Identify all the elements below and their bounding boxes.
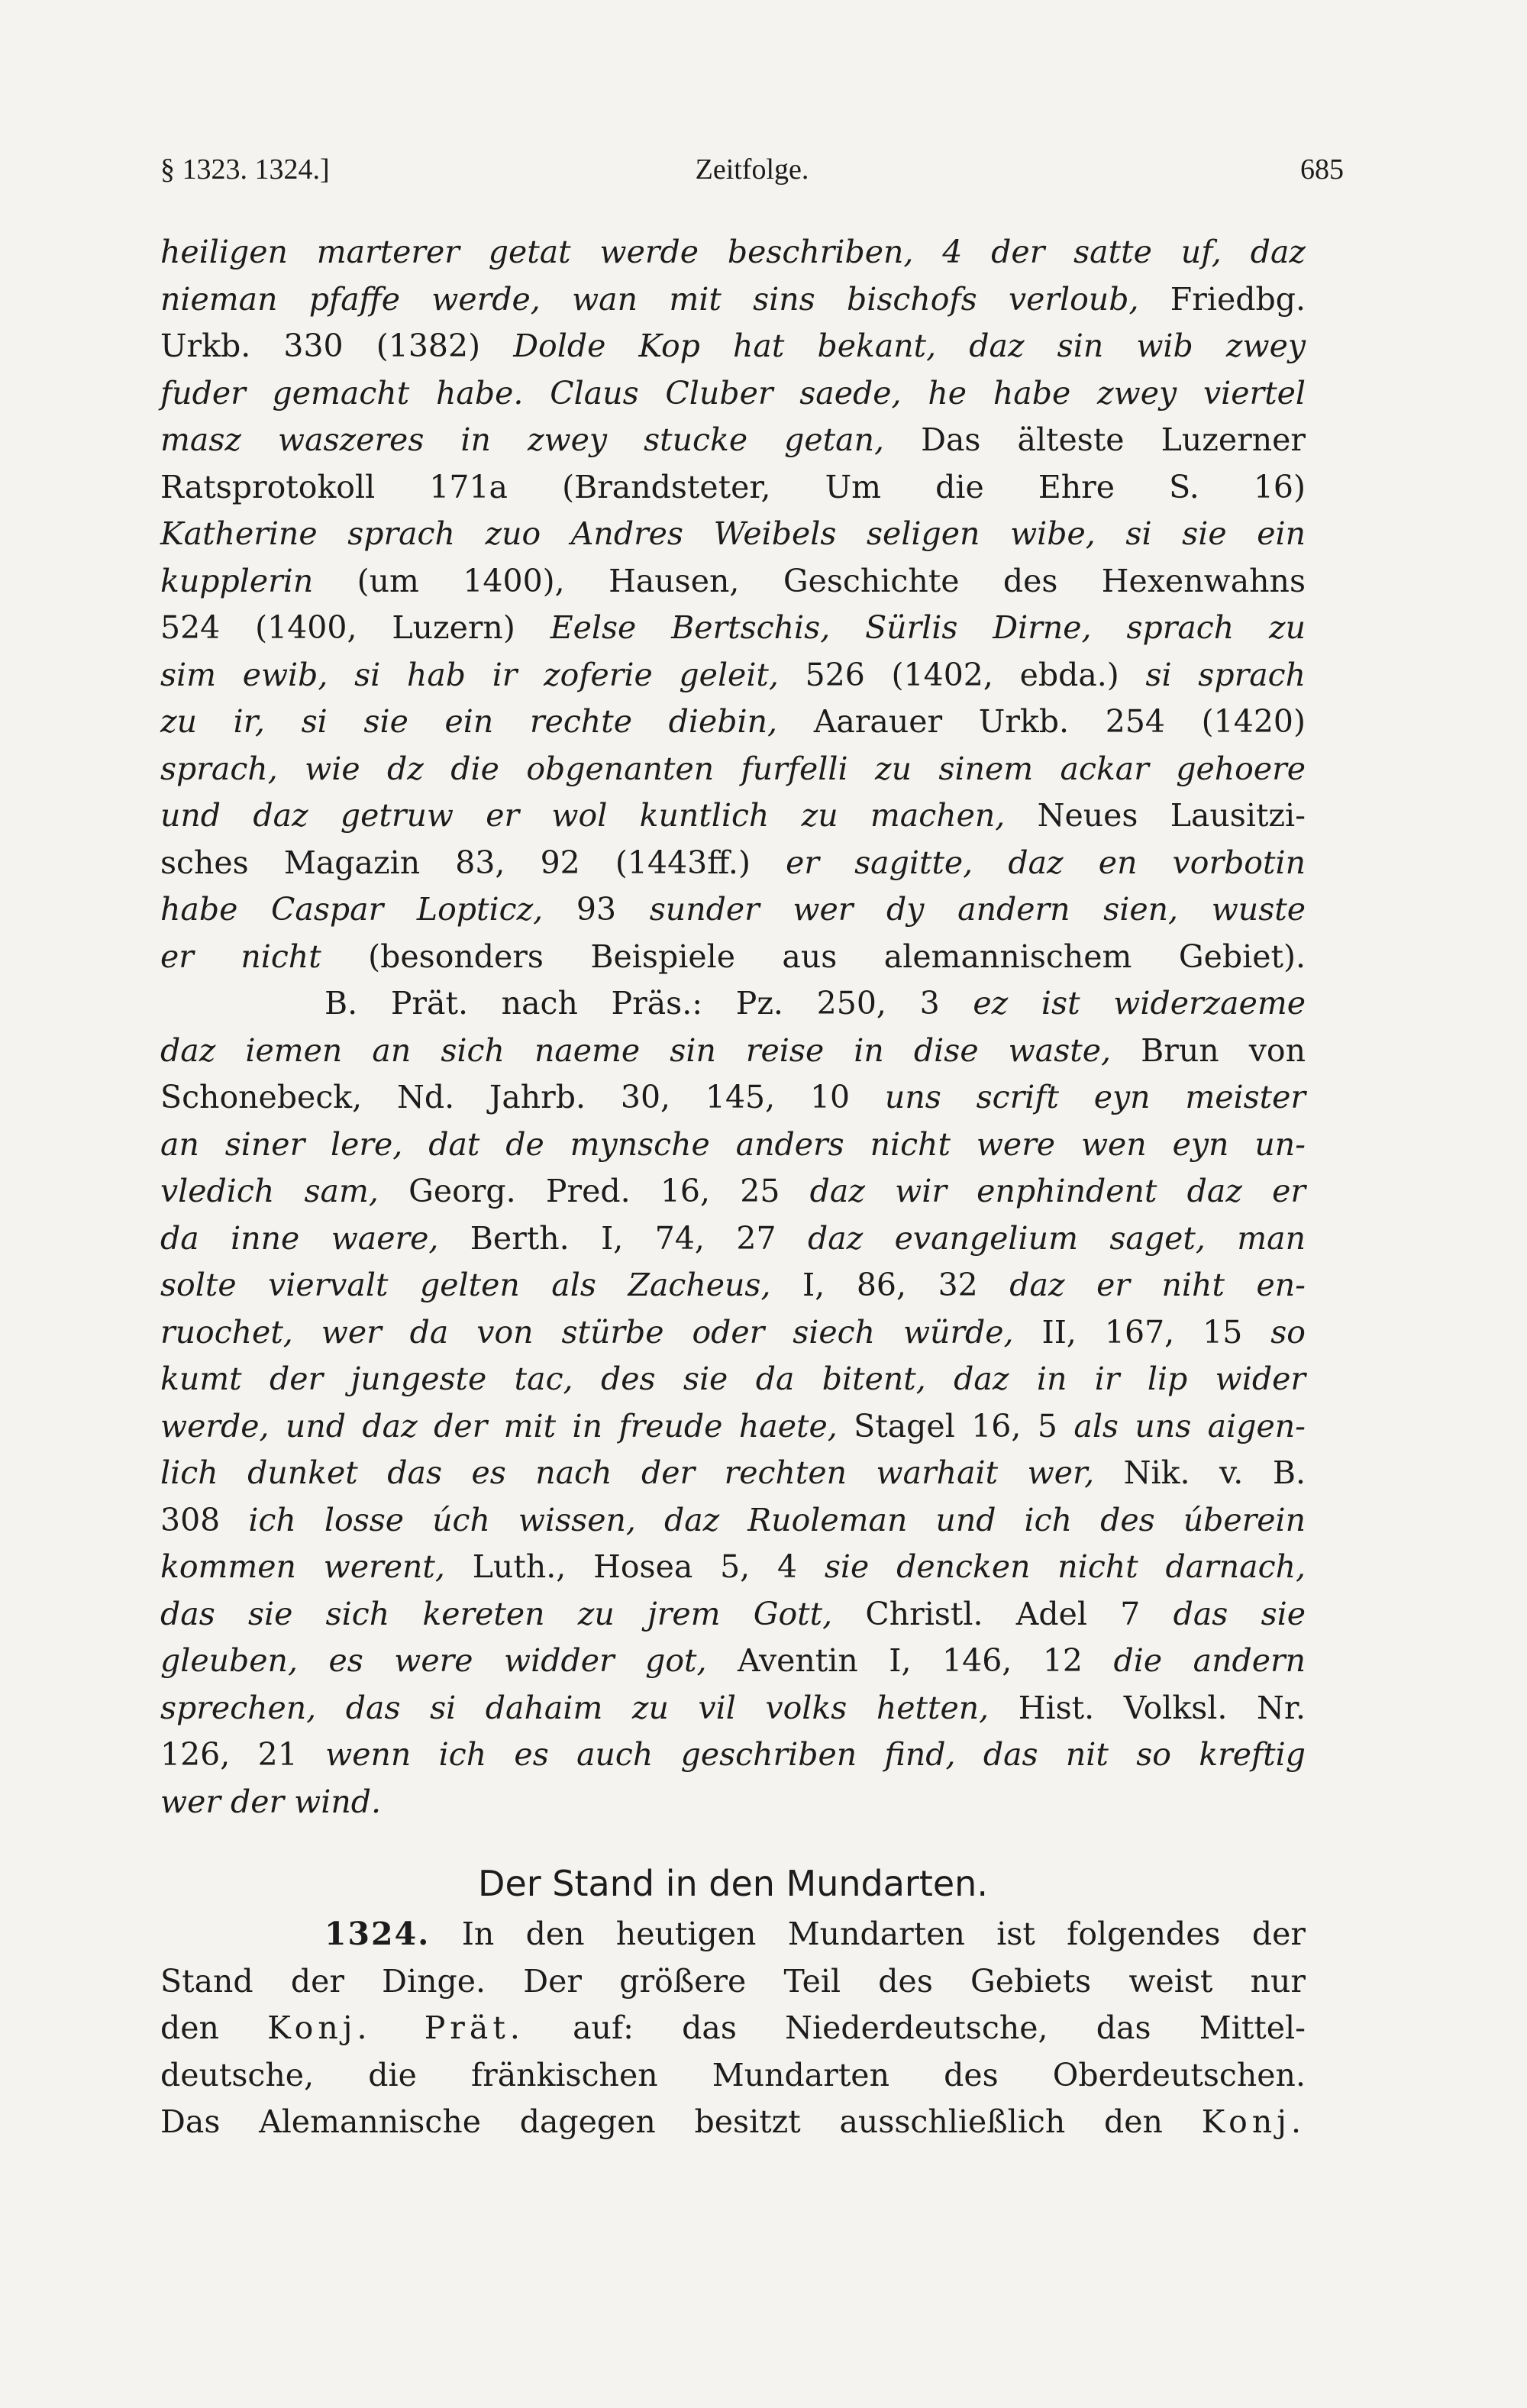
text-line bbox=[160, 229, 1306, 276]
quote: sunder wer dy andern sien, wuste bbox=[649, 891, 1306, 928]
text-line bbox=[160, 464, 1306, 512]
quote: daz evangelium saget, man bbox=[807, 1219, 1306, 1257]
quote: sprach, wie dz die obgenanten furfelli zu sinem ackar gehoere bbox=[160, 750, 1306, 787]
text-line bbox=[160, 1732, 1306, 1779]
running-header bbox=[160, 153, 1344, 199]
text-line bbox=[160, 511, 1306, 558]
quote: sie dencken nicht darnach, bbox=[824, 1548, 1306, 1585]
para-text: auf: das Niederdeutsche, das Mittel- bbox=[524, 2009, 1306, 2046]
text-line bbox=[160, 1450, 1306, 1497]
paragraph-1324-line bbox=[160, 2005, 1306, 2052]
citation: Ratsprotokoll 171a (Brandsteter, Um die Ehre S. 16) bbox=[160, 468, 1306, 505]
citation: Hist. Volksl. Nr. bbox=[989, 1689, 1306, 1726]
quote: Eelse Bertschis, Sürlis Dirne, sprach zu bbox=[550, 609, 1306, 646]
quote: werde, und daz der mit in freude haete, bbox=[160, 1407, 838, 1444]
text-line bbox=[160, 1356, 1306, 1403]
text-line bbox=[160, 934, 1306, 981]
quote: wenn ich es auch geschriben find, das nit so kreftig bbox=[325, 1736, 1306, 1773]
citation: 308 bbox=[160, 1501, 249, 1538]
text-line bbox=[160, 1403, 1306, 1451]
quote: sim ewib, si hab ir zoferie geleit, bbox=[160, 656, 779, 693]
quote: kommen werent, bbox=[160, 1548, 445, 1585]
text-line bbox=[160, 1309, 1306, 1357]
quote: heiligen marterer getat werde beschriben, 4 der satte uf, daz bbox=[160, 234, 1306, 270]
citation: Neues Lausitzi- bbox=[1005, 797, 1306, 834]
citation: (besonders Beispiele aus alemannischem Gebiet). bbox=[321, 938, 1306, 975]
text-line bbox=[160, 980, 1306, 1028]
text-line bbox=[160, 1215, 1306, 1263]
quote: gleuben, es were widder got, bbox=[160, 1642, 707, 1679]
citation: Georg. Pred. 16, 25 bbox=[378, 1173, 810, 1209]
citation: Das älteste Luzerner bbox=[884, 421, 1306, 458]
quote: da inne waere, bbox=[160, 1219, 439, 1257]
citation: Luth., Hosea 5, 4 bbox=[444, 1548, 825, 1585]
quote: ruochet, wer da von stürbe oder siech würde, bbox=[160, 1313, 1014, 1351]
quote: das sie sich kereten zu jrem Gott, bbox=[160, 1595, 833, 1632]
paragraph-1324-line bbox=[160, 2099, 1306, 2146]
quote: kumt der jungeste tac, des sie da bitent, daz in ir lip wider bbox=[160, 1361, 1306, 1397]
paragraph-number: 1324. bbox=[324, 1916, 431, 1952]
text-line bbox=[160, 1638, 1306, 1685]
paragraph-1324-line bbox=[160, 1911, 1306, 1958]
text-line bbox=[160, 417, 1306, 464]
text-line bbox=[160, 840, 1306, 887]
citation: 524 (1400, Luzern) bbox=[160, 609, 550, 646]
quote: als uns aigen- bbox=[1073, 1407, 1306, 1444]
citation: Urkb. 330 (1382) bbox=[160, 328, 514, 364]
citation: Friedbg. bbox=[1138, 280, 1306, 318]
text-line bbox=[160, 1122, 1306, 1169]
paragraph-1324-line: deutsche, die fränkischen Mundarten des Oberdeutschen. bbox=[160, 2056, 1306, 2093]
quote: daz er niht en- bbox=[1009, 1267, 1306, 1303]
text-line bbox=[160, 1168, 1306, 1215]
quote: Katherine sprach zuo Andres Weibels seligen wibe, si sie ein bbox=[160, 515, 1306, 552]
quote: Dolde Kop hat bekant, daz sin wib zwey bbox=[513, 328, 1306, 364]
quote: so bbox=[1270, 1313, 1306, 1351]
para-text: Das Alemannische dagegen besitzt ausschließlich den bbox=[160, 2103, 1202, 2140]
quote: ez ist widerzaeme bbox=[973, 985, 1306, 1022]
citation: II, 167, 15 bbox=[1013, 1313, 1271, 1351]
section-heading: Der Stand in den Mundarten. bbox=[478, 1863, 988, 1904]
quote: habe Caspar Lopticz, bbox=[160, 891, 544, 928]
quote: zu ir, si sie ein rechte diebin, bbox=[160, 703, 778, 740]
quote: nieman pfaffe werde, wan mit sins bischofs verloub, bbox=[160, 280, 1139, 318]
citation: sches Magazin 83, 92 (1443ff.) bbox=[160, 844, 786, 881]
text-line bbox=[160, 1591, 1306, 1638]
text-line bbox=[160, 370, 1306, 418]
text-line bbox=[160, 276, 1306, 324]
page-body bbox=[160, 229, 1306, 2146]
quote: masz waszeres in zwey stucke getan, bbox=[160, 421, 885, 458]
citation: B. Prät. nach Präs.: Pz. 250, 3 bbox=[324, 985, 973, 1022]
header-section-ref: § 1323. 1324.] bbox=[160, 153, 330, 186]
text-line bbox=[160, 652, 1306, 699]
text-line bbox=[160, 699, 1306, 746]
text-line bbox=[160, 792, 1306, 840]
quote: wer der wind. bbox=[160, 1783, 382, 1820]
spaced-term: Konj. Prät. bbox=[267, 2009, 525, 2046]
text-line bbox=[160, 1262, 1306, 1309]
text-line bbox=[160, 323, 1306, 370]
citation: Brun von bbox=[1111, 1031, 1306, 1069]
text-line bbox=[160, 886, 1306, 934]
text-line bbox=[160, 1028, 1306, 1075]
citation: Stagel 16, 5 bbox=[837, 1407, 1074, 1444]
page-number: 685 bbox=[1300, 153, 1344, 186]
quote: lich dunket das es nach der rechten warhait wer, bbox=[160, 1454, 1095, 1491]
citation: Aventin I, 146, 12 bbox=[706, 1642, 1114, 1679]
quote: die andern bbox=[1113, 1642, 1306, 1679]
para-text: den bbox=[160, 2009, 268, 2046]
citation: 526 (1402, ebda.) bbox=[778, 656, 1146, 693]
text-line bbox=[160, 1074, 1306, 1122]
quote: an siner lere, dat de mynsche anders nicht were wen eyn un- bbox=[160, 1125, 1306, 1163]
quote: solte viervalt gelten als Zacheus, bbox=[160, 1267, 771, 1303]
para-text: In den heutigen Mundarten ist folgendes der bbox=[430, 1916, 1306, 1952]
quote: daz wir enphindent daz er bbox=[809, 1173, 1306, 1209]
text-line bbox=[160, 746, 1306, 793]
quote: fuder gemacht habe. Claus Cluber saede, he habe zwey viertel bbox=[160, 374, 1306, 412]
quote: er sagitte, daz en vorbotin bbox=[786, 844, 1306, 881]
quote: und daz getruw er wol kuntlich zu machen, bbox=[160, 797, 1006, 834]
citation: Nik. v. B. bbox=[1094, 1454, 1306, 1491]
quote: kupplerin bbox=[160, 562, 314, 599]
citation: I, 86, 32 bbox=[770, 1267, 1010, 1303]
quote: sprechen, das si dahaim zu vil volks hetten, bbox=[160, 1689, 989, 1726]
citation: Berth. I, 74, 27 bbox=[438, 1219, 808, 1257]
text-line bbox=[160, 605, 1306, 652]
text-line bbox=[160, 1685, 1306, 1732]
text-line bbox=[160, 1497, 1306, 1545]
citation: 126, 21 bbox=[160, 1736, 326, 1773]
citation: 93 bbox=[543, 891, 650, 928]
quote: vledich sam, bbox=[160, 1173, 379, 1209]
header-title: Zeitfolge. bbox=[695, 153, 809, 186]
text-line bbox=[160, 1544, 1306, 1591]
quote: ich losse úch wissen, daz Ruoleman und ich des úberein bbox=[248, 1501, 1306, 1538]
quote: das sie bbox=[1173, 1595, 1306, 1632]
quote: uns scrift eyn meister bbox=[884, 1079, 1306, 1115]
citation: Christl. Adel 7 bbox=[832, 1595, 1173, 1632]
quote: er nicht bbox=[160, 938, 321, 975]
quote: daz iemen an sich naeme sin reise in dise waste, bbox=[160, 1031, 1112, 1069]
citation: (um 1400), Hausen, Geschichte des Hexenwahns bbox=[313, 562, 1306, 599]
quote: si sprach bbox=[1145, 656, 1306, 693]
citation: Schonebeck, Nd. Jahrb. 30, 145, 10 bbox=[160, 1079, 885, 1115]
text-line bbox=[160, 558, 1306, 605]
paragraph-1324-line: Stand der Dinge. Der größere Teil des Gebiets weist nur bbox=[160, 1962, 1306, 2000]
text-line bbox=[160, 1779, 1306, 1826]
citation: Aarauer Urkb. 254 (1420) bbox=[777, 703, 1306, 740]
spaced-term: Konj. bbox=[1201, 2103, 1306, 2140]
